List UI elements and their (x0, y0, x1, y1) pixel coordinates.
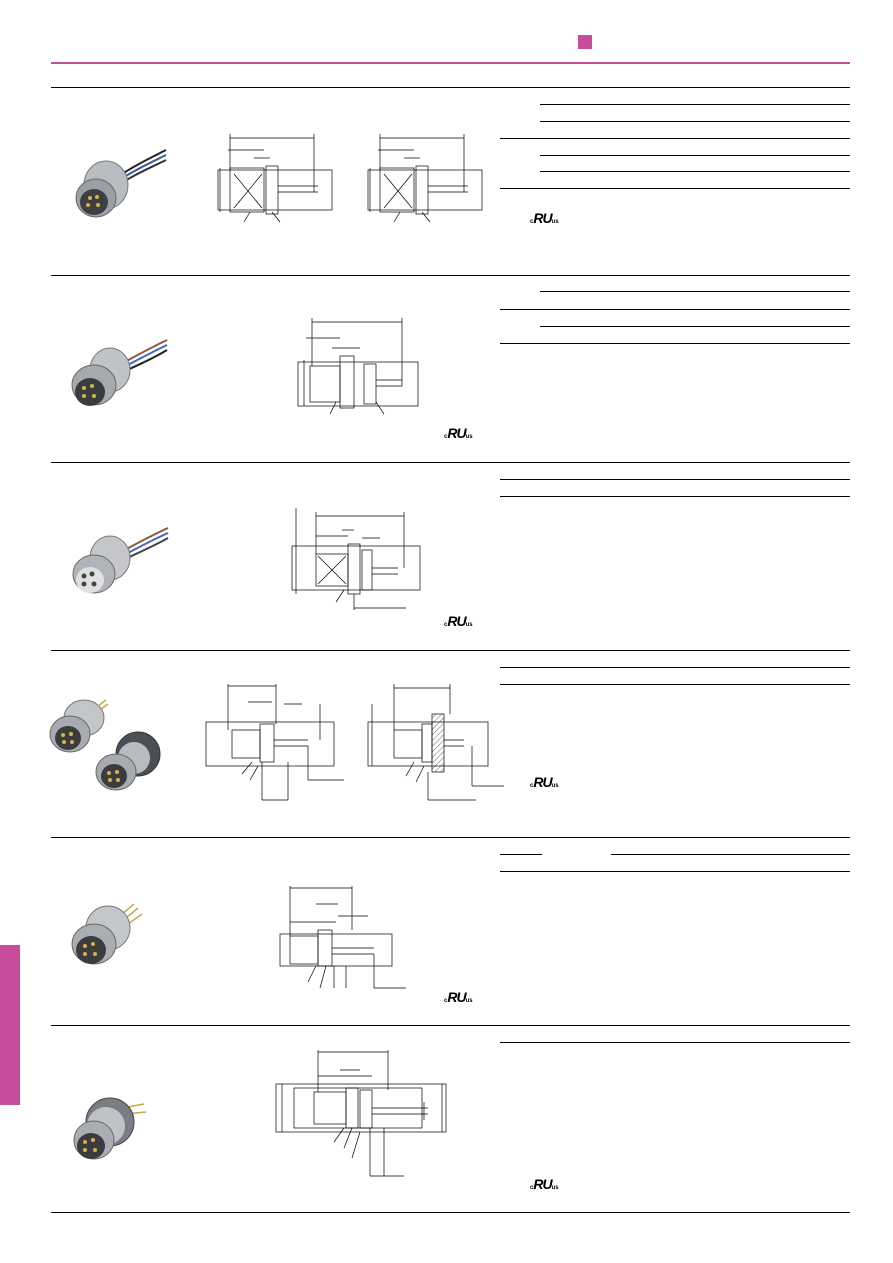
spec-rule (540, 155, 850, 156)
ul-certification-mark: cRUus (530, 1176, 559, 1192)
section-divider (51, 462, 850, 463)
dimension-drawing (366, 682, 506, 804)
dimension-drawing (214, 130, 334, 225)
section-divider (51, 1025, 850, 1026)
spec-rule (540, 326, 850, 327)
spec-rule (500, 188, 850, 189)
section-divider (51, 1212, 850, 1213)
dimension-drawing (296, 316, 421, 416)
spec-rule (500, 496, 850, 497)
spec-rule (500, 138, 850, 139)
dimension-drawing (288, 506, 428, 614)
ul-certification-mark: cRUus (444, 613, 473, 629)
spec-rule (500, 343, 850, 344)
brand-square (578, 35, 592, 49)
spec-rule (611, 854, 850, 855)
section-divider (51, 87, 850, 88)
side-tab (0, 945, 20, 1105)
connector-photo (64, 1090, 160, 1174)
header-rule (51, 62, 850, 64)
connector-photo (64, 518, 172, 603)
spec-rule (500, 871, 850, 872)
section-divider (51, 650, 850, 651)
dimension-drawing (276, 884, 412, 996)
connector-photo (62, 330, 172, 415)
dimension-drawing (204, 682, 350, 804)
spec-rule (540, 104, 850, 105)
connector-photo (66, 140, 171, 230)
section-divider (51, 275, 850, 276)
ul-certification-mark: cRUus (444, 425, 473, 441)
spec-rule (500, 309, 850, 310)
ul-certification-mark: cRUus (530, 774, 559, 790)
spec-rule (540, 291, 850, 292)
ul-certification-mark: cRUus (530, 210, 559, 226)
connector-photo (46, 698, 166, 798)
spec-rule (500, 854, 542, 855)
ul-certification-mark: cRUus (444, 989, 473, 1005)
dimension-drawing (364, 130, 484, 225)
spec-rule (500, 667, 850, 668)
section-divider (51, 837, 850, 838)
spec-rule (500, 1042, 850, 1043)
connector-photo (64, 900, 160, 980)
dimension-drawing (274, 1048, 452, 1180)
spec-rule (500, 684, 850, 685)
spec-rule (540, 121, 850, 122)
spec-rule (500, 479, 850, 480)
spec-rule (540, 171, 850, 172)
